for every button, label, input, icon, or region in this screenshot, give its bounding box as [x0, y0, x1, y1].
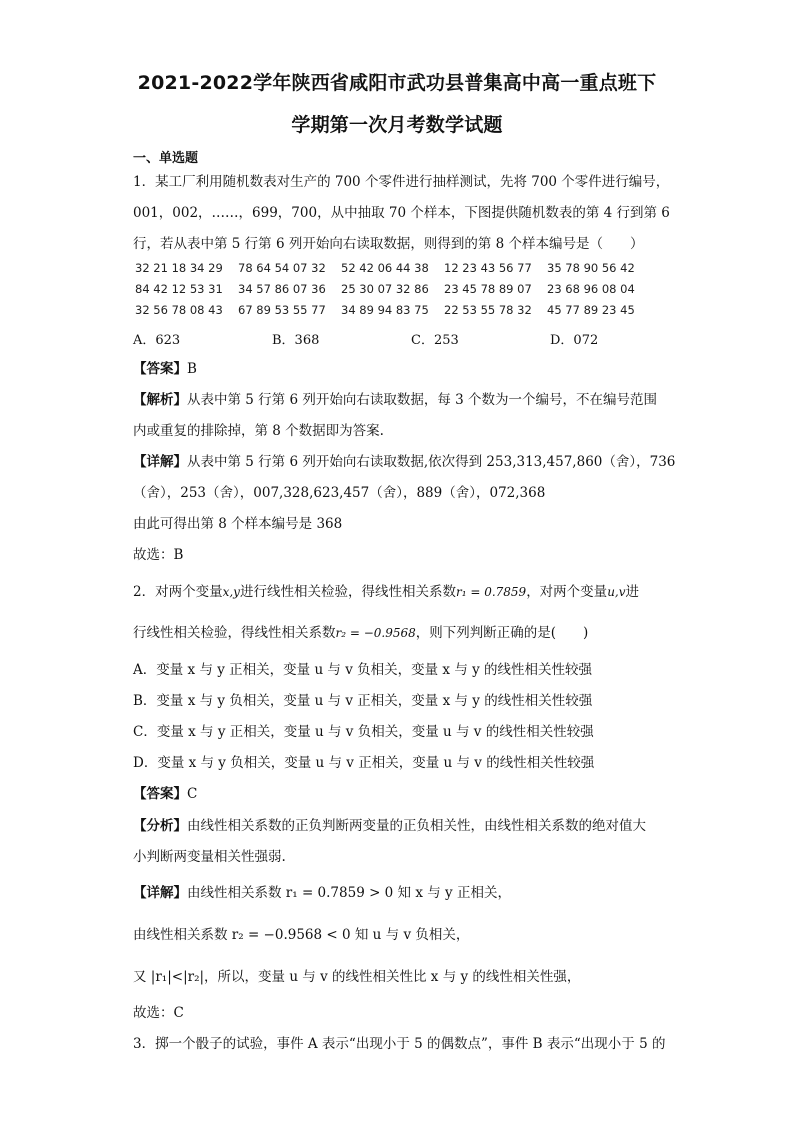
document-title-line2: 学期第一次月考数学试题	[291, 114, 503, 136]
detail-tag: 【详解】	[133, 454, 187, 470]
q2-detail-line2: 由线性相关系数 r₂ = −0.9568 < 0 知 u 与 v 负相关，	[133, 927, 470, 943]
q1-detail-line3: 由此可得出第 8 个样本编号是 368	[133, 516, 343, 532]
q1-choose: 故选：B	[133, 547, 184, 563]
analysis-text: 由线性相关系数的正负判断两变量的正负相关性，由线性相关系数的绝对值大	[187, 818, 646, 834]
random-table-row	[135, 303, 650, 317]
random-table-cell: 32 56 78 08 43	[135, 303, 223, 317]
q2-text: 行线性相关检验，得线性相关系数	[133, 625, 336, 641]
detail-text: 从表中第 5 行第 6 列开始向右读取数据,依次得到 253,313,457,860（舍），736	[187, 454, 676, 470]
q1-stem-line1: 1．某工厂利用随机数表对生产的 700 个零件进行抽样测试，先将 700 个零件进行编号，	[133, 174, 670, 190]
random-table-cell: 52 42 06 44 38	[341, 261, 429, 275]
random-table-row	[135, 261, 650, 275]
analysis-tag: 【解析】	[133, 392, 187, 408]
q1-option-c: C．253	[411, 333, 459, 348]
q2-choose: 故选：C	[133, 1005, 184, 1021]
q1-detail-line2: （舍），253（舍），007,328,623,457（舍），889（舍），072,368	[133, 485, 546, 501]
random-table-cell: 78 64 54 07 32	[238, 261, 326, 275]
q2-option-b: B．变量 x 与 y 负相关，变量 u 与 v 正相关，变量 x 与 y 的线性相关性较强	[133, 693, 593, 709]
q2-detail-line1	[133, 884, 511, 902]
q2-text: ，则下列判断正确的是( )	[415, 625, 589, 641]
random-table-cell: 34 57 86 07 36	[238, 282, 326, 296]
q1-option-d: D．072	[550, 333, 599, 348]
q1-option-a: A．623	[133, 333, 181, 348]
random-table-cell: 45 77 89 23 45	[547, 303, 635, 317]
q1-options	[133, 329, 689, 348]
q2-math: x,y	[222, 585, 240, 599]
random-table-row	[135, 282, 650, 296]
random-table-cell: 32 21 18 34 29	[135, 261, 223, 275]
q2-math: r₁ = 0.7859	[455, 585, 527, 599]
random-table-cell: 25 30 07 32 86	[341, 282, 429, 296]
q2-text: 进	[625, 584, 640, 600]
answer-value: C	[187, 786, 198, 802]
detail-tag: 【详解】	[133, 885, 187, 901]
random-table-cell: 12 23 43 56 77	[444, 261, 532, 275]
q3-stem-line1: 3．掷一个骰子的试验，事件 A 表示“出现小于 5 的偶数点”，事件 B 表示“出现小于 5 的	[133, 1036, 666, 1052]
random-table-cell: 34 89 94 83 75	[341, 303, 429, 317]
q2-stem-line2	[133, 624, 588, 642]
q2-math: u,v	[607, 585, 626, 599]
q1-detail-line1	[133, 453, 675, 471]
analysis-text: 从表中第 5 行第 6 列开始向右读取数据，每 3 个数为一个编号，不在编号范围	[187, 392, 658, 408]
q2-option-a: A．变量 x 与 y 正相关，变量 u 与 v 负相关，变量 x 与 y 的线性相关性较强	[133, 662, 593, 678]
q2-detail-line3: 又 |r₁|<|r₂|，所以，变量 u 与 v 的线性相关性比 x 与 y 的线性相关性强，	[133, 969, 581, 985]
random-table-cell: 23 68 96 08 04	[547, 282, 635, 296]
answer-tag: 【答案】	[133, 786, 187, 802]
q2-answer	[133, 785, 197, 803]
random-table-cell: 35 78 90 56 42	[547, 261, 635, 275]
q1-stem-line3: 行，若从表中第 5 行第 6 列开始向右读取数据，则得到的第 8 个样本编号是（ ）	[133, 236, 644, 252]
q2-analysis-line2: 小判断两变量相关性强弱.	[133, 849, 286, 865]
random-table-cell: 84 42 12 53 31	[135, 282, 223, 296]
answer-value: B	[187, 361, 197, 377]
answer-tag: 【答案】	[133, 361, 187, 377]
q1-stem-line2: 001，002，……，699，700，从中抽取 70 个样本，下图提供随机数表的第 4 行到第 6	[133, 205, 670, 221]
random-table-cell: 67 89 53 55 77	[238, 303, 326, 317]
section-heading: 一、单选题	[133, 151, 199, 166]
q2-analysis-line1	[133, 817, 646, 835]
q2-math: r₂ = −0.9568	[335, 626, 416, 640]
q1-option-b: B．368	[272, 333, 320, 348]
q2-option-c: C．变量 x 与 y 正相关，变量 u 与 v 负相关，变量 u 与 v 的线性相关性较强	[133, 724, 594, 740]
q1-analysis-line1	[133, 391, 657, 409]
q2-text: ，对两个变量	[526, 584, 608, 600]
q2-text: 进行线性相关检验，得线性相关系数	[239, 584, 456, 600]
q2-text: 2．对两个变量	[133, 584, 223, 600]
q2-stem-line1	[133, 583, 639, 601]
analysis-tag: 【分析】	[133, 818, 187, 834]
random-table-cell: 23 45 78 89 07	[444, 282, 532, 296]
detail-text: 由线性相关系数 r₁ = 0.7859 > 0 知 x 与 y 正相关，	[187, 885, 511, 901]
q1-answer	[133, 360, 197, 378]
random-table-cell: 22 53 55 78 32	[444, 303, 532, 317]
document-title-line1: 2021-2022学年陕西省咸阳市武功县普集高中高一重点班下	[137, 72, 657, 94]
q2-option-d: D．变量 x 与 y 负相关，变量 u 与 v 正相关，变量 u 与 v 的线性相关性较强	[133, 755, 595, 771]
q1-analysis-line2: 内或重复的排除掉，第 8 个数据即为答案.	[133, 423, 384, 439]
